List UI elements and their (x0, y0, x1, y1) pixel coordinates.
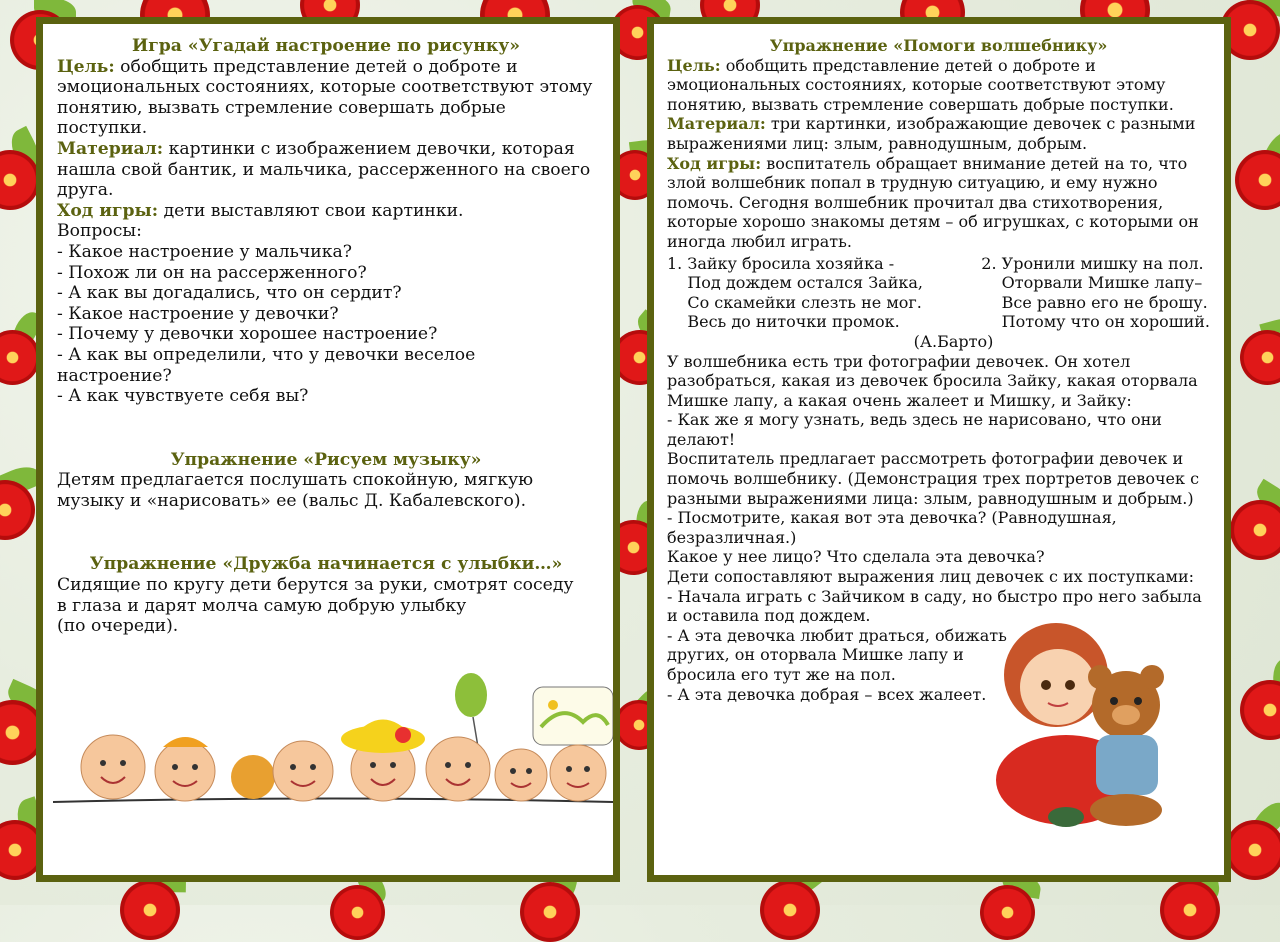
poem-line: Все равно его не брошу. (981, 292, 1208, 312)
game1-course (57, 201, 595, 222)
paragraph: Какое у нее лицо? Что сделала эта девочка? (667, 547, 1045, 567)
course-label: Ход игры: (667, 153, 762, 173)
question-item: - А как вы догадались, что он сердит? (57, 283, 402, 304)
paragraph-narrow: - А эта девочка добрая – всех жалеет. (667, 684, 987, 704)
exercise2-text: Детям предлагается послушать спокойную, мягкую музыку и «нарисовать» ее (вальс Д. Кабалевского). (57, 470, 534, 511)
exercise3-text2: (по очереди). (57, 616, 179, 637)
paragraph: Дети сопоставляют выражения лиц девочек с их поступками: (667, 567, 1195, 587)
course-text: дети выставляют свои картинки. (158, 200, 464, 221)
paragraph-narrow: - А эта девочка любит драться, обижать других, он оторвала Мишке лапу и бросила его тут же на пол. (667, 625, 1007, 684)
right-page (647, 17, 1231, 882)
goal-label: Цель: (57, 56, 115, 77)
flower-decoration (1240, 330, 1280, 385)
poem-line: Потому что он хороший. (981, 312, 1210, 332)
goal-label: Цель: (667, 55, 721, 75)
sign-icon (533, 687, 613, 745)
question-item: - Какое настроение у девочки? (57, 303, 339, 324)
right-goal (667, 56, 1210, 115)
flower-decoration (980, 885, 1035, 940)
game1-goal (57, 57, 595, 139)
right-material (667, 114, 1210, 153)
goal-text: обобщить представление детей о доброте и эмоциональных состояниях, которые соответствуют этому понятию, вызвать стремление совершать добрые поступки. (667, 55, 1174, 114)
flower-decoration (1240, 680, 1280, 740)
flower-decoration (1160, 880, 1220, 940)
poem-line: Оторвали Мишке лапу– (981, 273, 1203, 293)
poem-line: 2. Уронили мишку на пол. (981, 253, 1204, 273)
flower-decoration (760, 880, 820, 940)
question-item: - Похож ли он на рассерженного? (57, 262, 367, 283)
questions-intro: Вопросы: (57, 221, 142, 242)
poem-line: Со скамейки слезть не мог. (667, 292, 922, 312)
poem-1 (667, 254, 923, 332)
poem-line: 1. Зайку бросила хозяйка - (667, 253, 895, 273)
material-label: Материал: (57, 138, 164, 159)
exercise3-text: Сидящие по кругу дети берутся за руки, смотрят соседу в глаза и дарят молча самую добрую улыбку (57, 575, 574, 616)
right-course (667, 154, 1210, 252)
poems (667, 254, 1210, 332)
paragraph: - Посмотрите, какая вот эта девочка? (Равнодушная, безразличная.) (667, 508, 1117, 547)
children-illustration (53, 667, 613, 817)
flower-decoration (1230, 500, 1280, 560)
paragraph: У волшебника есть три фотографии девочек. Он хотел разобраться, какая из девочек бросила Зайку, какая оторвала Мишке лапу, а какая очень жалеет и Мишку, и Зайку: (667, 351, 1198, 410)
question-item: - Почему у девочки хорошее настроение? (57, 324, 438, 345)
paragraph: Воспитатель предлагает рассмотреть фотографии девочек и помочь волшебнику. (Демонстрация трех портретов девочек с разными выражениями лица: злым, равнодушным и добрым.) (667, 449, 1200, 508)
left-page (36, 17, 620, 882)
paragraph: - Начала играть с Зайчиком в саду, но быстро про него забыла и оставила под дождем. (667, 586, 1202, 626)
game1-title: Игра «Угадай настроение по рисунку» (131, 36, 521, 56)
course-label: Ход игры: (57, 200, 159, 221)
flower-decoration (1235, 150, 1280, 210)
paragraph: - Как же я могу узнать, ведь здесь не нарисовано, что они делают! (667, 410, 1162, 449)
right-title: Упражнение «Помоги волшебнику» (769, 36, 1108, 55)
question-item: - Какое настроение у мальчика? (57, 241, 352, 262)
material-text: картинки с изображением девочки, которая нашла свой бантик, и мальчика, рассерженного на своего друга. (57, 138, 591, 201)
exercise3-title: Упражнение «Дружба начинается с улыбки…» (89, 554, 563, 575)
material-label: Материал: (667, 114, 766, 134)
course-text: воспитатель обращает внимание детей на то, что злой волшебник попал в трудную ситуацию, и ему нужно помочь. Сегодня волшебник прочитал два стихотворения, которые хорошо знакомы детям – об игрушках, с которыми он иногда любил играть. (667, 153, 1199, 251)
question-item: - А как чувствуете себя вы? (57, 386, 309, 407)
flower-decoration (0, 480, 35, 540)
poem-author: (А.Барто) (913, 331, 994, 351)
game1-material (57, 139, 595, 201)
question-item: - А как вы определили, что у девочки веселое настроение? (57, 344, 476, 386)
exercise2-title: Упражнение «Рисуем музыку» (170, 449, 482, 470)
flower-decoration (1225, 820, 1280, 880)
poem-line: Весь до ниточки промок. (667, 312, 900, 332)
girl-with-bear-illustration (986, 605, 1186, 835)
flower-decoration (330, 885, 385, 940)
material-text: три картинки, изображающие девочек с разными выражениями лиц: злым, равнодушным, добрым. (667, 114, 1196, 153)
flower-decoration (520, 882, 580, 942)
flower-decoration (120, 880, 180, 940)
poem-2 (981, 254, 1210, 332)
poem-line: Под дождем остался Зайка, (667, 273, 924, 293)
goal-text: обобщить представление детей о доброте и эмоциональных состояниях, которые соответствуют этому понятию, вызвать стремление совершать добрые поступки. (57, 56, 593, 139)
